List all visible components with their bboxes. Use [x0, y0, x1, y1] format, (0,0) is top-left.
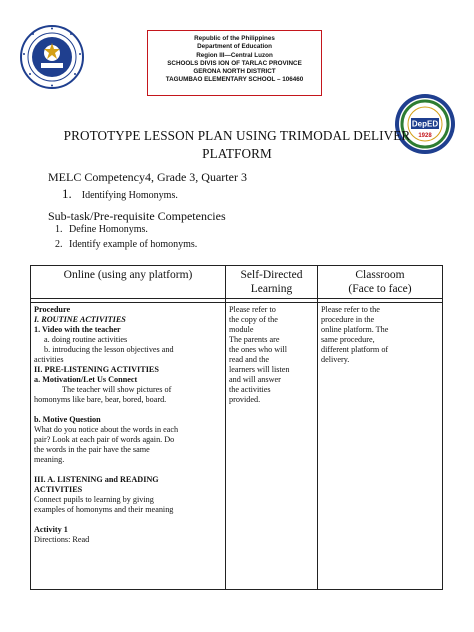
listening-heading-cont: ACTIVITIES: [34, 485, 83, 494]
video-item: a. doing routine activities: [44, 335, 128, 344]
activity-heading: Activity 1: [34, 525, 68, 534]
header-line: SCHOOLS DIVIS ION OF TARLAC PROVINCE: [167, 59, 302, 67]
subtask-item: [55, 239, 197, 250]
lesson-plan-table: [30, 265, 443, 590]
connect-text: examples of homonyms and their meaning: [34, 505, 174, 514]
prelistening-heading: II. PRE-LISTENING ACTIVITIES: [34, 365, 159, 374]
classroom-cell: [318, 303, 443, 590]
video-item-cont: activities: [34, 355, 64, 364]
motive-text: What do you notice about the words in each: [34, 425, 179, 434]
classroom-text: Please refer to the: [321, 305, 380, 314]
header-line: TAGUMBAO ELEMENTARY SCHOOL – 106460: [165, 76, 304, 84]
header-self-directed: Self-Directed Learning: [226, 266, 318, 299]
subtask-number: 1.: [55, 224, 63, 235]
self-text: the ones who will: [229, 345, 287, 354]
self-text: module: [229, 325, 254, 334]
badge-year-text: 1928: [418, 133, 432, 139]
header-online: Online (using any platform): [31, 266, 226, 299]
classroom-text: different platform of: [321, 345, 389, 354]
directions-text: Directions: Read: [34, 535, 90, 544]
subtask-text: Define Homonyms.: [69, 224, 148, 235]
header-classroom: Classroom (Face to face): [318, 266, 443, 299]
motive-text: pair? Look at each pair of words again. Do: [34, 435, 175, 444]
header-line: Region III—Central Luzon: [196, 51, 273, 59]
online-cell: [31, 303, 226, 590]
objective-item: [62, 186, 178, 202]
motive-text: meaning.: [34, 455, 65, 464]
video-item: b. introducing the lesson objectives and: [44, 345, 174, 354]
table-header-row: [31, 266, 443, 299]
table-row: [31, 303, 443, 590]
self-text: learners will listen: [229, 365, 290, 374]
classroom-text: delivery.: [321, 355, 350, 364]
self-directed-cell: [226, 303, 318, 590]
motive-question-heading: b. Motive Question: [34, 415, 101, 424]
self-text: the activities: [229, 385, 271, 394]
subtask-text: Identify example of homonyms.: [69, 239, 198, 250]
motive-text: the words in the pair have the same: [34, 445, 150, 454]
header-line: GERONA NORTH DISTRICT: [193, 68, 276, 76]
page-title-line2: PLATFORM: [202, 146, 272, 161]
motivation-heading: a. Motivation/Let Us Connect: [34, 375, 138, 384]
motivation-text: The teacher will show pictures of: [62, 385, 172, 394]
video-heading: 1. Video with the teacher: [34, 325, 121, 334]
self-text: read and the: [229, 355, 270, 364]
self-text: The parents are: [229, 335, 280, 344]
listening-heading: III. A. LISTENING and READING: [34, 475, 159, 484]
header-line: Department of Education: [197, 43, 272, 51]
subtask-number: 2.: [55, 239, 63, 250]
connect-text: Connect pupils to learning by giving: [34, 495, 154, 504]
objective-text: Identifying Homonyms.: [81, 190, 178, 201]
deped-seal-icon: [19, 24, 85, 90]
classroom-text: online platform. The: [321, 325, 389, 334]
self-text: and will answer: [229, 375, 281, 384]
page-title: PROTOTYPE LESSON PLAN USING TRIMODAL DELIVER: [63, 128, 411, 143]
subtask-heading: Sub-task/Pre-requisite Competencies: [48, 209, 226, 223]
deped-badge-text: DepED: [411, 119, 439, 129]
procedure-label: Procedure: [34, 305, 71, 314]
header-line: Republic of the Philippines: [194, 35, 275, 42]
subtask-item: [55, 224, 148, 235]
school-header-box: [147, 30, 322, 96]
objective-number: 1.: [62, 186, 72, 201]
self-text: provided.: [229, 395, 261, 404]
classroom-text: procedure in the: [321, 315, 375, 324]
motivation-text: homonyms like bare, bear, bored, board.: [34, 395, 167, 404]
self-text: the copy of the: [229, 315, 278, 324]
melc-competency: MELC Competency4, Grade 3, Quarter 3: [48, 170, 247, 184]
self-text: Please refer to: [229, 305, 276, 314]
routine-heading: I. ROUTINE ACTIVITIES: [34, 315, 126, 324]
classroom-text: same procedure,: [321, 335, 375, 344]
